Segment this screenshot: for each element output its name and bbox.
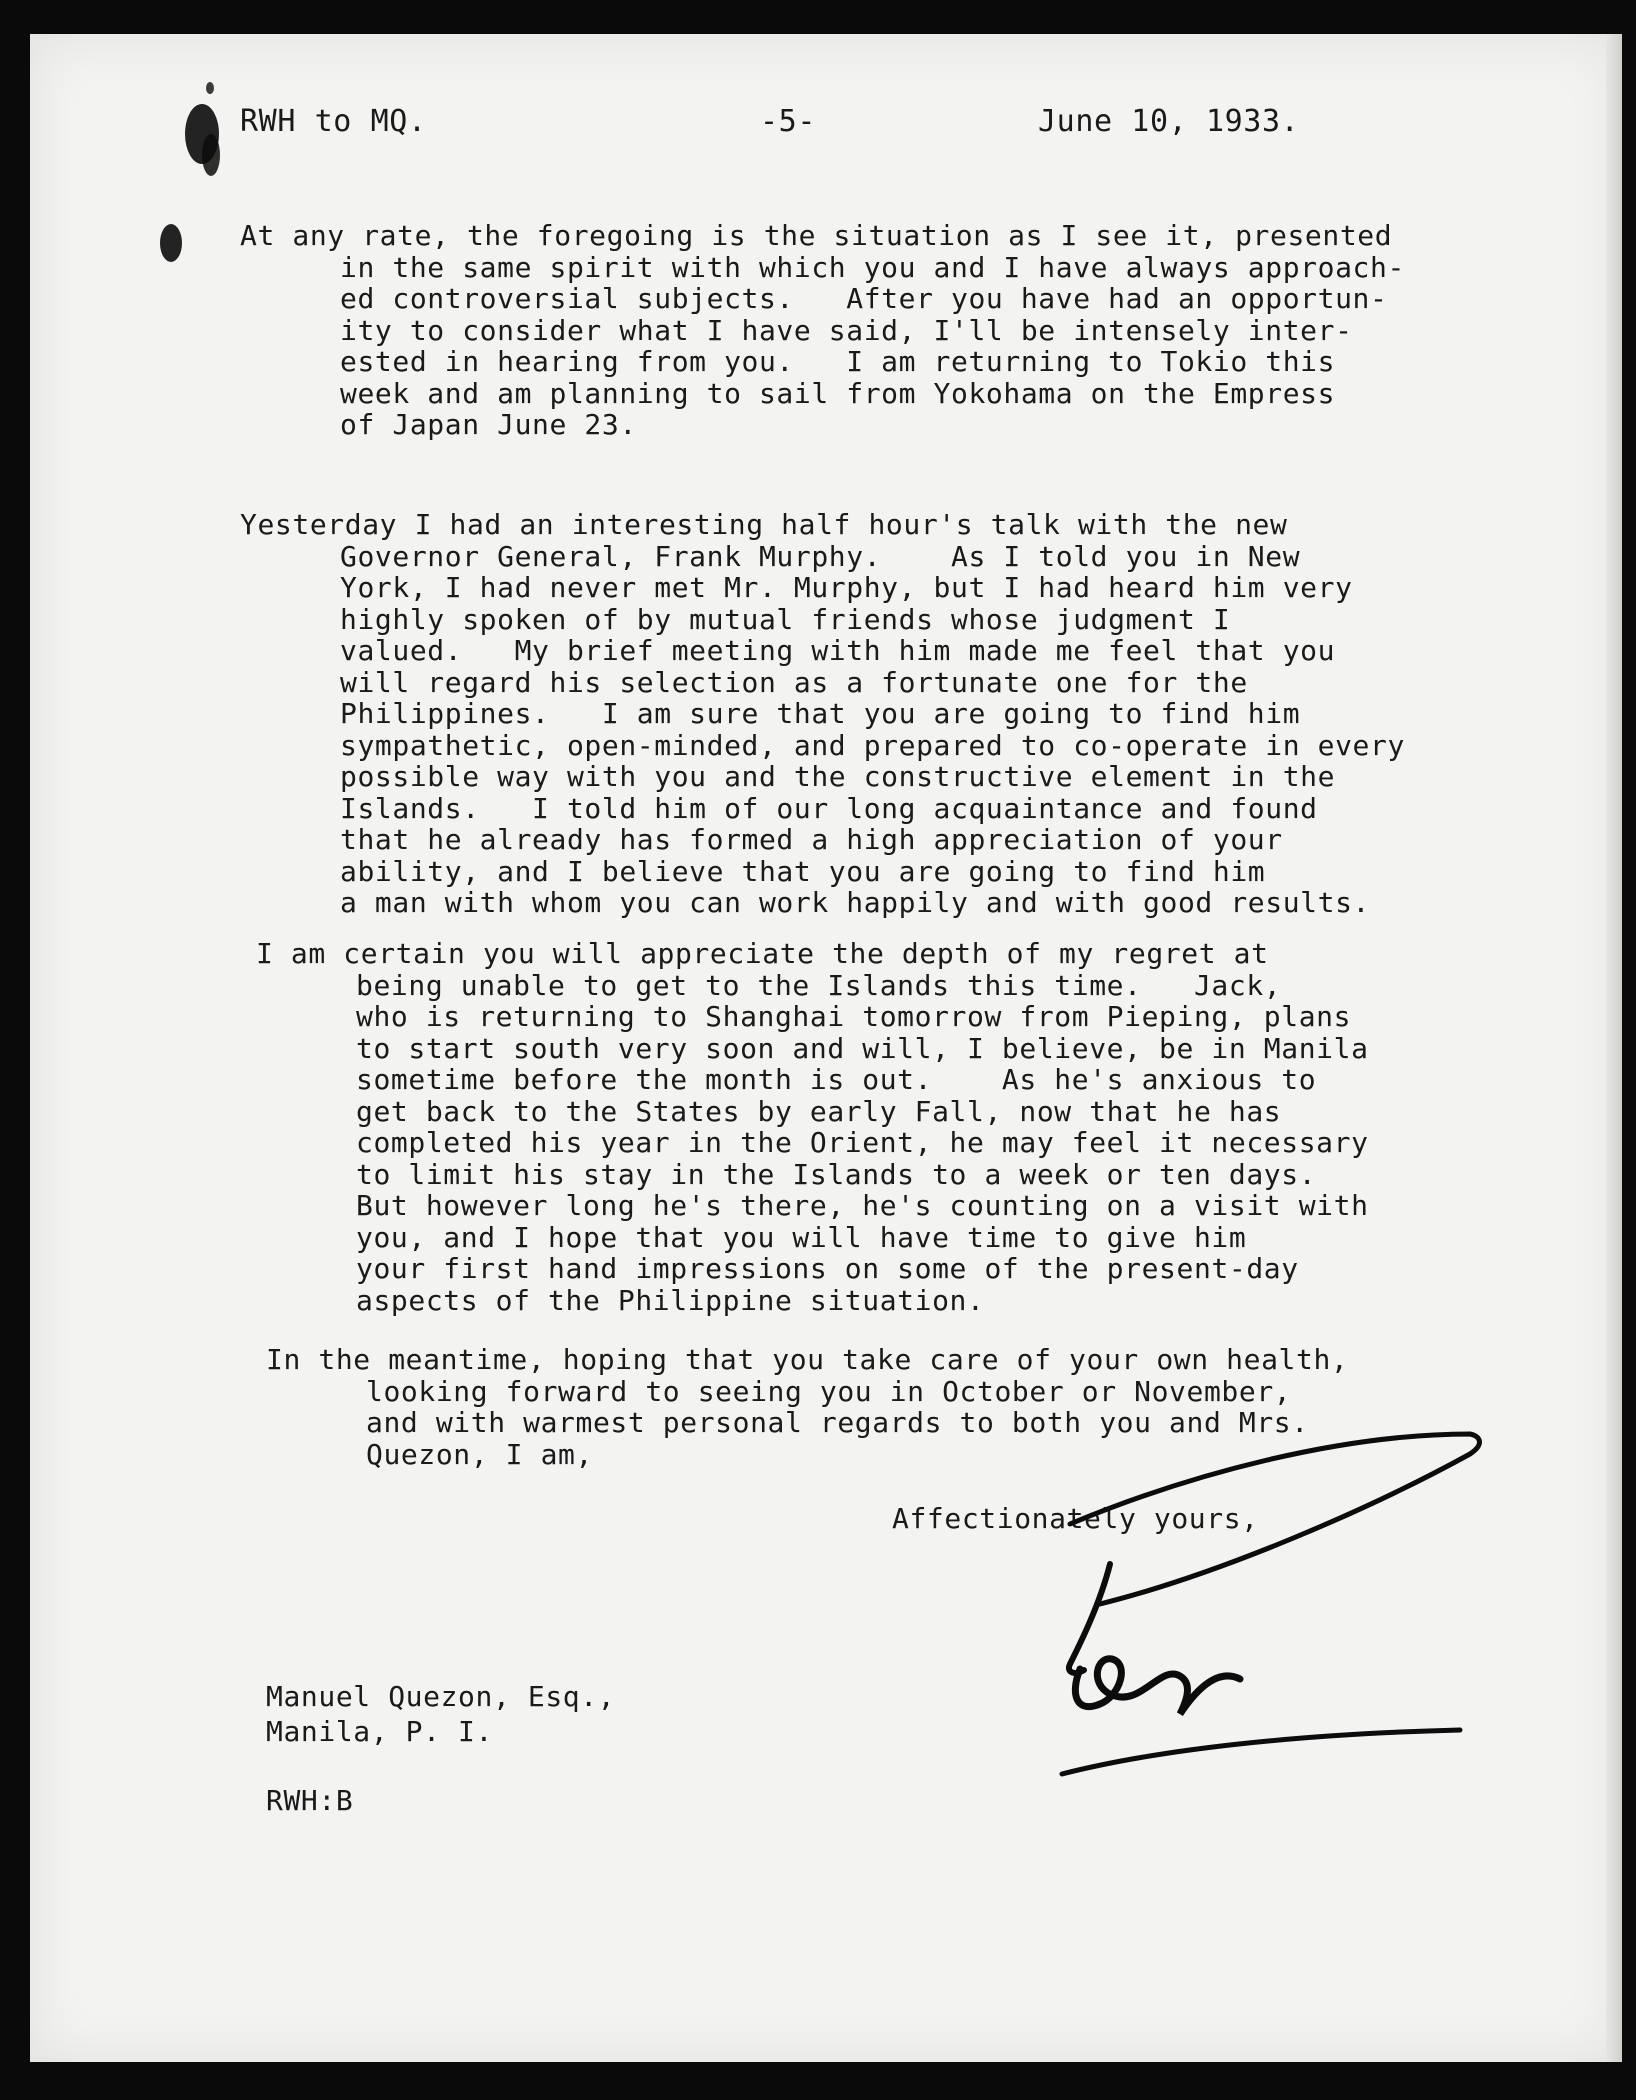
paragraph-line: possible way with you and the constructive element in the — [340, 760, 1336, 793]
paragraph-line: you, and I hope that you will have time to give him — [356, 1220, 1247, 1254]
paragraph-line: of Japan June 23. — [340, 408, 637, 441]
paragraph-line: Yesterday I had an interesting half hour's talk with the new — [240, 508, 1288, 541]
paragraph-3 — [256, 938, 1516, 1316]
page-number: -5- — [760, 104, 816, 139]
paragraph-line: get back to the States by early Fall, now that he has — [356, 1094, 1282, 1128]
paragraph-line: looking forward to seeing you in October or November, — [366, 1374, 1292, 1408]
paragraph-line: in the same spirit with which you and I have always approach- — [340, 250, 1405, 284]
paragraph-line: At any rate, the foregoing is the situation as I see it, presented — [240, 219, 1393, 252]
paragraph-line: ity to consider what I have said, I'll be intensely inter- — [340, 313, 1353, 347]
paragraph-line: will regard his selection as a fortunate one for the — [340, 665, 1248, 699]
paragraph-line: completed his year in the Orient, he may feel it necessary — [356, 1126, 1369, 1159]
paragraph-line: Quezon, I am, — [366, 1437, 593, 1471]
header-reference: RWH to MQ. — [240, 104, 427, 139]
paragraph-line: aspects of the Philippine situation. — [356, 1283, 985, 1317]
paragraph-line: week and am planning to sail from Yokohama on the Empress — [340, 376, 1336, 410]
paragraph-line: Governor General, Frank Murphy. As I told you in New — [340, 539, 1301, 573]
paragraph-line: valued. My brief meeting with him made me feel that you — [340, 634, 1336, 667]
paragraph-line: Philippines. I am sure that you are going to find him — [340, 697, 1301, 730]
paragraph-line: to start south very soon and will, I believe, be in Manila — [356, 1031, 1369, 1065]
paragraph-line: ability, and I believe that you are going to find him — [340, 854, 1266, 888]
paragraph-line: highly spoken of by mutual friends whose judgment I — [340, 602, 1231, 636]
paragraph-line: sympathetic, open-minded, and prepared to co-operate in every — [340, 728, 1405, 762]
reference-initials: RWH:B — [266, 1784, 354, 1817]
paragraph-line: sometime before the month is out. As he's anxious to — [356, 1063, 1317, 1096]
letter-page — [30, 34, 1622, 2062]
paragraph-line: Islands. I told him of our long acquaintance and found — [340, 791, 1318, 825]
paragraph-line: In the meantime, hoping that you take care of your own health, — [266, 1343, 1349, 1376]
typed-letter — [30, 34, 1622, 2062]
ink-stain — [160, 224, 182, 262]
paragraph-line: to limit his stay in the Islands to a week or ten days. — [356, 1157, 1317, 1191]
addressee-place: Manila, P. I. — [266, 1715, 493, 1748]
paragraph-line: York, I had never met Mr. Murphy, but I had heard him very — [340, 571, 1353, 604]
handwritten-signature — [1040, 1414, 1500, 1794]
paragraph-line: being unable to get to the Islands this time. Jack, — [356, 968, 1282, 1002]
paragraph-line: and with warmest personal regards to both you and Mrs. — [366, 1406, 1309, 1439]
paragraph-line: I am certain you will appreciate the depth of my regret at — [256, 937, 1269, 970]
letter-date: June 10, 1933. — [1038, 104, 1300, 139]
paragraph-line: who is returning to Shanghai tomorrow from Pieping, plans — [356, 1000, 1352, 1033]
paragraph-line: your first hand impressions on some of the present-day — [356, 1252, 1299, 1285]
paragraph-line: ed controversial subjects. After you have had an opportun- — [340, 282, 1388, 315]
paragraph-line: ested in hearing from you. I am returning to Tokio this — [340, 345, 1336, 378]
paragraph-line: that he already has formed a high appreciation of your — [340, 823, 1283, 856]
paragraph-2 — [240, 509, 1500, 919]
complimentary-close: Affectionately yours, — [892, 1502, 1259, 1535]
paragraph-line: But however long he's there, he's counting on a visit with — [356, 1189, 1369, 1222]
paragraph-line: a man with whom you can work happily and with good results. — [340, 886, 1370, 919]
addressee-name: Manuel Quezon, Esq., — [266, 1680, 616, 1713]
ink-stain — [206, 82, 214, 94]
ink-stain — [202, 134, 220, 176]
paragraph-1 — [240, 220, 1500, 441]
